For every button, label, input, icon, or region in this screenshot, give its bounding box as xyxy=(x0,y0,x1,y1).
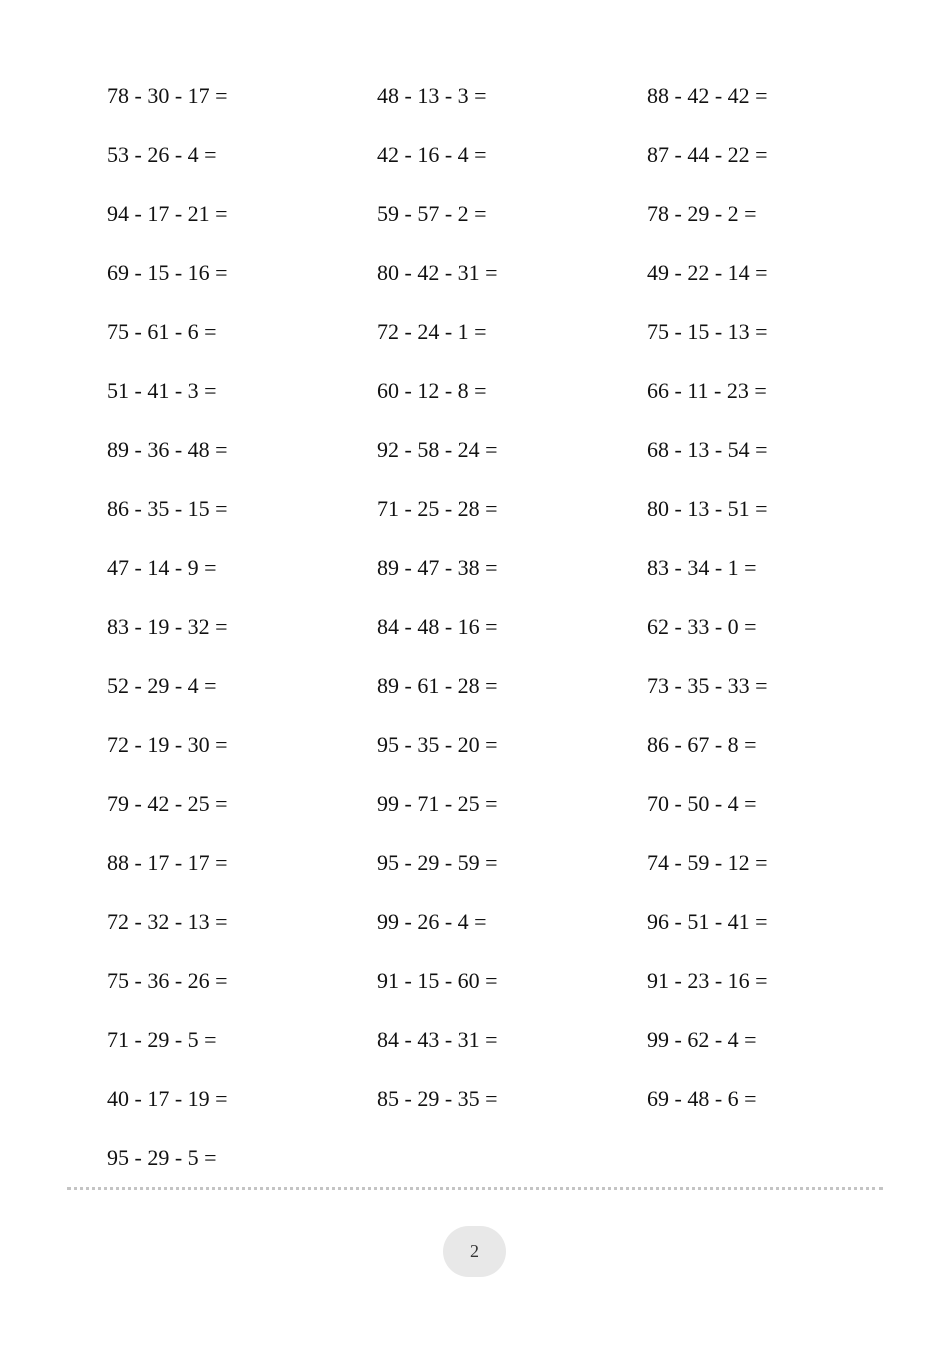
math-problem: 66 - 11 - 23 = xyxy=(647,378,767,403)
math-problem: 83 - 34 - 1 = xyxy=(647,555,757,580)
math-problem: 72 - 32 - 13 = xyxy=(107,909,228,934)
math-problem: 72 - 24 - 1 = xyxy=(377,319,487,344)
math-problem: 95 - 29 - 5 = xyxy=(107,1145,217,1170)
math-problem: 47 - 14 - 9 = xyxy=(107,555,217,580)
math-problem: 42 - 16 - 4 = xyxy=(377,142,487,167)
page-number: 2 xyxy=(470,1241,479,1261)
math-problem: 80 - 42 - 31 = xyxy=(377,260,498,285)
math-problem: 78 - 29 - 2 = xyxy=(647,201,757,226)
math-problem: 69 - 15 - 16 = xyxy=(107,260,228,285)
math-problem: 95 - 29 - 59 = xyxy=(377,850,498,875)
math-problem: 96 - 51 - 41 = xyxy=(647,909,768,934)
math-problem: 84 - 48 - 16 = xyxy=(377,614,498,639)
math-problem: 85 - 29 - 35 = xyxy=(377,1086,498,1111)
math-problem: 78 - 30 - 17 = xyxy=(107,83,228,108)
math-problem: 59 - 57 - 2 = xyxy=(377,201,487,226)
math-problem: 75 - 36 - 26 = xyxy=(107,968,228,993)
math-problem: 53 - 26 - 4 = xyxy=(107,142,217,167)
math-problem: 52 - 29 - 4 = xyxy=(107,673,217,698)
math-problem: 84 - 43 - 31 = xyxy=(377,1027,498,1052)
math-problem: 40 - 17 - 19 = xyxy=(107,1086,228,1111)
math-problem: 89 - 61 - 28 = xyxy=(377,673,498,698)
math-problem: 60 - 12 - 8 = xyxy=(377,378,487,403)
math-problem: 80 - 13 - 51 = xyxy=(647,496,768,521)
math-problem: 95 - 35 - 20 = xyxy=(377,732,498,757)
math-problem: 86 - 67 - 8 = xyxy=(647,732,757,757)
math-problem: 70 - 50 - 4 = xyxy=(647,791,757,816)
math-problem: 73 - 35 - 33 = xyxy=(647,673,768,698)
math-problem: 99 - 71 - 25 = xyxy=(377,791,498,816)
math-problem: 89 - 47 - 38 = xyxy=(377,555,498,580)
math-problem: 83 - 19 - 32 = xyxy=(107,614,228,639)
math-problem: 87 - 44 - 22 = xyxy=(647,142,768,167)
math-problem: 51 - 41 - 3 = xyxy=(107,378,217,403)
math-problem: 88 - 42 - 42 = xyxy=(647,83,768,108)
math-problem: 74 - 59 - 12 = xyxy=(647,850,768,875)
math-problem: 62 - 33 - 0 = xyxy=(647,614,757,639)
math-problem: 91 - 15 - 60 = xyxy=(377,968,498,993)
math-problem: 71 - 29 - 5 = xyxy=(107,1027,217,1052)
math-problem: 75 - 15 - 13 = xyxy=(647,319,768,344)
math-problem: 91 - 23 - 16 = xyxy=(647,968,768,993)
math-problem: 88 - 17 - 17 = xyxy=(107,850,228,875)
math-problem: 99 - 62 - 4 = xyxy=(647,1027,757,1052)
math-problem: 94 - 17 - 21 = xyxy=(107,201,228,226)
math-problem: 92 - 58 - 24 = xyxy=(377,437,498,462)
page-number-badge xyxy=(443,1226,506,1277)
problem-grid xyxy=(107,78,867,1199)
math-problem: 69 - 48 - 6 = xyxy=(647,1086,757,1111)
math-problem: 71 - 25 - 28 = xyxy=(377,496,498,521)
math-problem: 48 - 13 - 3 = xyxy=(377,83,487,108)
math-problem: 79 - 42 - 25 = xyxy=(107,791,228,816)
math-problem: 68 - 13 - 54 = xyxy=(647,437,768,462)
math-problem: 72 - 19 - 30 = xyxy=(107,732,228,757)
dotted-divider xyxy=(67,1187,883,1190)
math-problem: 49 - 22 - 14 = xyxy=(647,260,768,285)
math-problem: 89 - 36 - 48 = xyxy=(107,437,228,462)
math-problem: 86 - 35 - 15 = xyxy=(107,496,228,521)
math-problem: 99 - 26 - 4 = xyxy=(377,909,487,934)
math-problem: 75 - 61 - 6 = xyxy=(107,319,217,344)
